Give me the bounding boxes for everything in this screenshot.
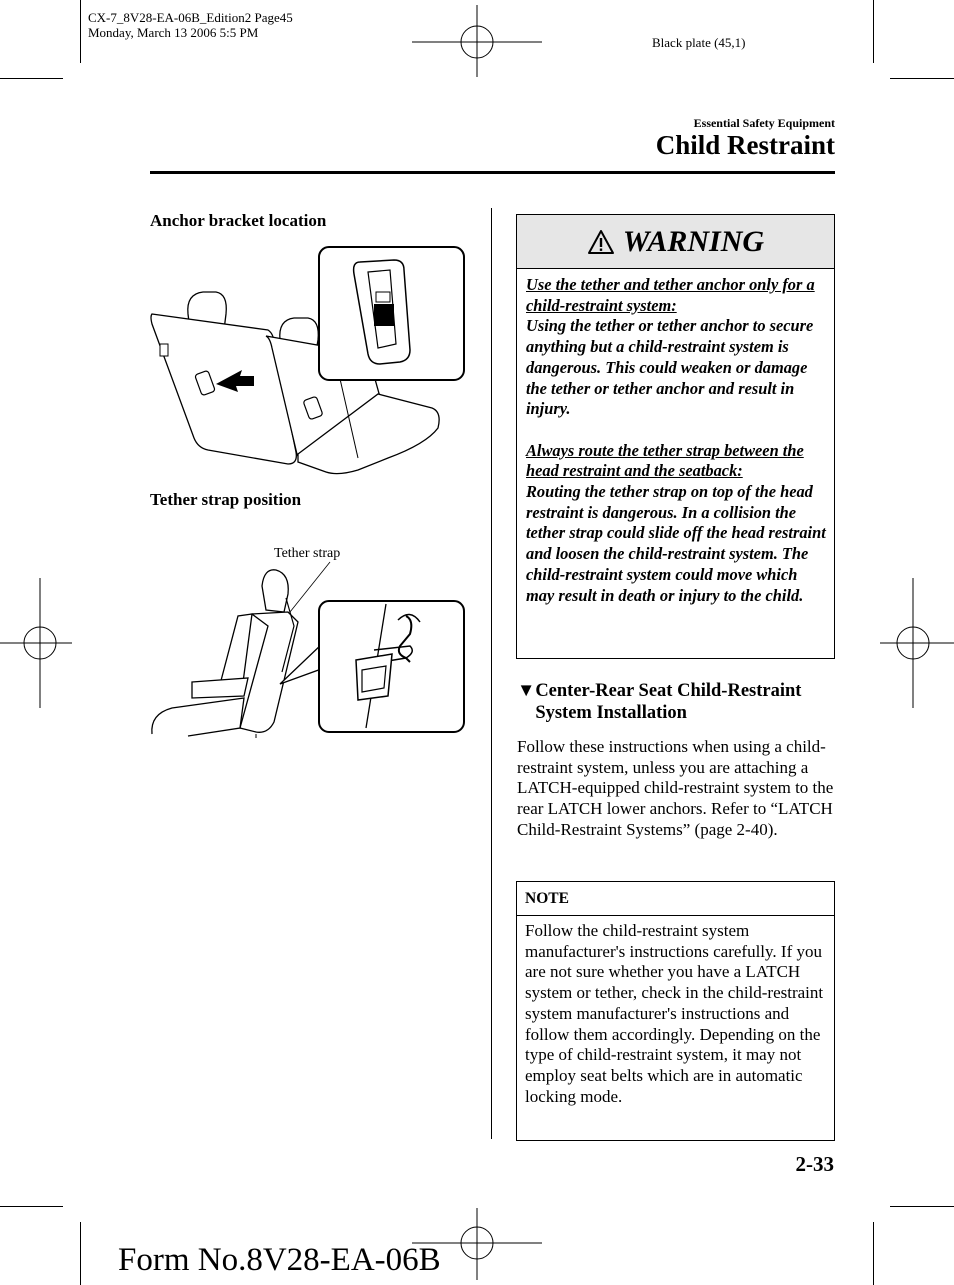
page-title: Child Restraint xyxy=(655,130,835,160)
triangle-marker-icon: ▼ xyxy=(517,681,536,701)
subsection-title: Center-Rear Seat Child-Restraint System Installation xyxy=(535,681,802,723)
tether-figure-caption: Tether strap position xyxy=(150,490,302,509)
crop-mark xyxy=(80,1222,81,1285)
tether-strap-illustration xyxy=(148,542,468,738)
section-category: Essential Safety Equipment xyxy=(693,116,835,130)
warning-body xyxy=(517,269,834,606)
warning-heading-2: Always route the tether strap between the head restraint and the seatback: xyxy=(526,440,804,481)
print-header-date: Monday, March 13 2006 5:5 PM xyxy=(88,25,259,40)
note-box xyxy=(516,881,835,1141)
warning-box xyxy=(516,214,835,659)
title-rule xyxy=(150,171,835,174)
column-divider xyxy=(491,208,492,1139)
warning-text-2: Routing the tether strap on top of the head restraint is dangerous. In a collision the tether strap could slide off the head restraint and loosen the child-restraint system. The child-restraint system could move which may result in death or injury to the child. xyxy=(526,482,826,605)
form-number: Form No.8V28-EA-06B xyxy=(118,1242,441,1278)
note-text: Follow the child-restraint system manufacturer's instructions carefully. If you are not sure whether you have a LATCH system or tether, check in the child-restraint system manufacturer's instructions and follow them accordingly. Depending on the type of child-restraint system, it may not employ seat belts which are in automatic locking mode. xyxy=(525,921,824,1106)
crop-mark xyxy=(0,78,63,79)
registration-mark-top xyxy=(412,5,542,77)
warning-heading-1: Use the tether and tether anchor only for a child-restraint system: xyxy=(526,275,815,315)
warning-title: WARNING xyxy=(622,224,765,258)
warning-triangle-icon xyxy=(587,229,615,255)
crop-mark xyxy=(873,0,874,63)
crop-mark xyxy=(0,1206,63,1207)
note-label: NOTE xyxy=(517,882,834,916)
registration-mark-right xyxy=(880,578,954,708)
registration-mark-left xyxy=(0,578,72,708)
subsection-heading xyxy=(517,680,837,724)
print-header xyxy=(88,10,293,40)
anchor-figure-caption: Anchor bracket location xyxy=(150,211,327,230)
instructions-paragraph: Follow these instructions when using a child-restraint system, unless you are attaching a LATCH-equipped child-restraint system to the rear LATCH lower anchors. Refer to “LATCH Child-Restraint Systems” (page 2-40). xyxy=(517,737,834,839)
print-header-file: CX-7_8V28-EA-06B_Edition2 Page45 xyxy=(88,10,293,25)
crop-mark xyxy=(890,1206,954,1207)
tether-strap-label: Tether strap xyxy=(274,546,341,561)
anchor-bracket-illustration xyxy=(148,244,468,476)
print-plate: Black plate (45,1) xyxy=(652,35,746,50)
warning-header xyxy=(517,215,834,269)
crop-mark xyxy=(80,0,81,63)
page-number: 2-33 xyxy=(795,1152,834,1176)
crop-mark xyxy=(873,1222,874,1285)
warning-text-1: Using the tether or tether anchor to secure anything but a child-restraint system is dangerous. This could weaken or damage the tether or tether anchor and result in injury. xyxy=(526,316,814,419)
crop-mark xyxy=(890,78,954,79)
